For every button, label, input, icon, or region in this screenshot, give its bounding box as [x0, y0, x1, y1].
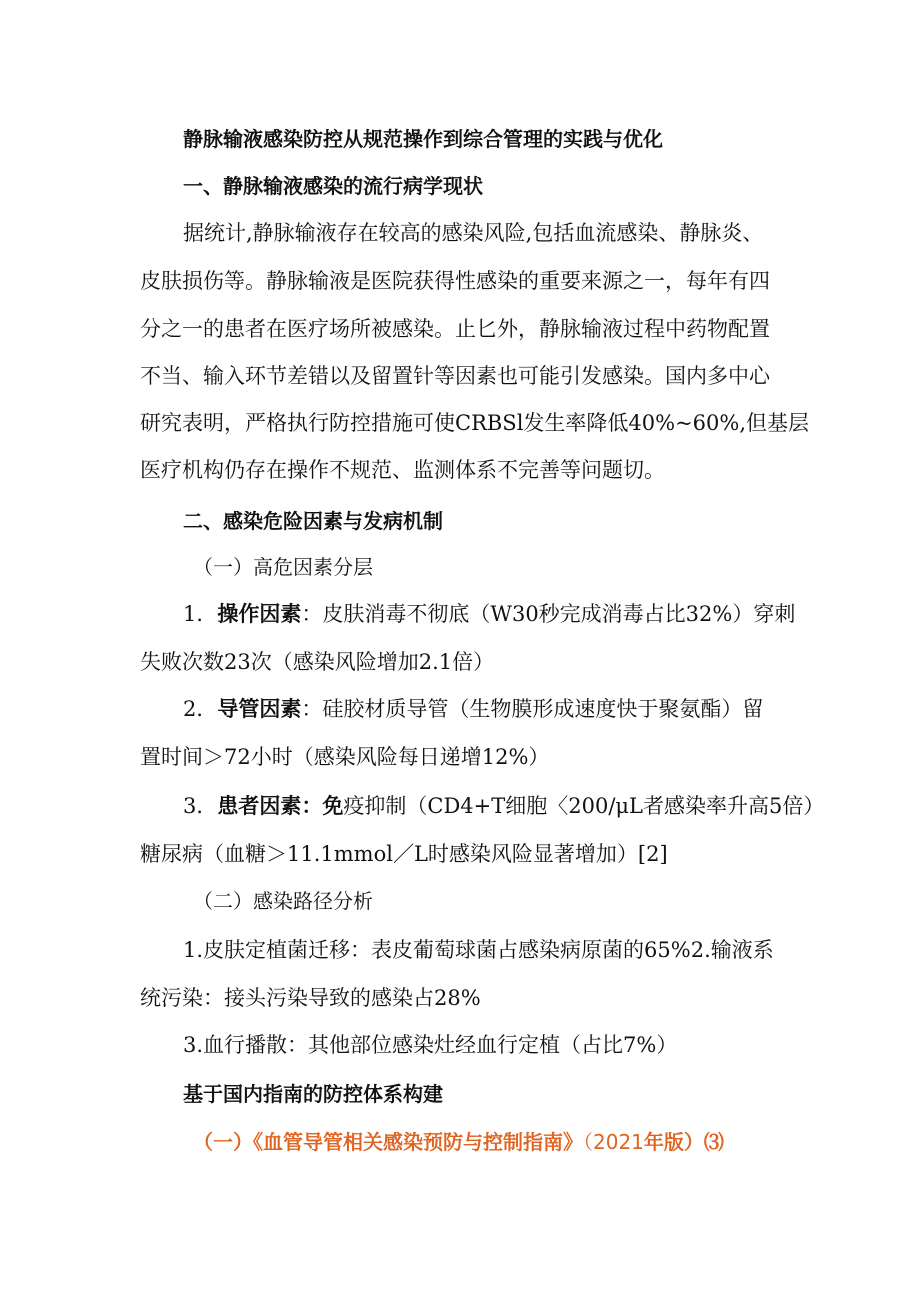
path-item-line: 1.皮肤定植菌迁移：表皮葡萄球菌占感染病原菌的65%2.输液系: [183, 938, 774, 962]
risk-item-2: [183, 695, 763, 723]
section1-paragraph-line: 医疗机构仍存在操作不规范、监测体系不完善等问题切。: [140, 458, 665, 482]
path-item-line: 统污染：接头污染导致的感染占28%: [140, 986, 481, 1010]
risk-item-2-continuation: 置时间＞72小时（感染风险每日递增12%）: [140, 745, 550, 769]
risk-item-1-text: ：皮肤消毒不彻底（W30秒完成消毒占比32%）穿刺: [301, 602, 796, 626]
document-title: 静脉输液感染防控从规范操作到综合管理的实践与优化: [183, 127, 663, 151]
section1-paragraph-line: 皮肤损伤等。静脉输液是医院获得性感染的重要来源之一，每年有四: [140, 269, 770, 293]
risk-item-2-text: ：硅胶材质导管（生物膜形成速度快于聚氨酯）留: [301, 697, 764, 721]
section2-sub2-heading: （二）感染路径分析: [193, 889, 373, 913]
risk-item-2-label: 导管因素: [217, 697, 302, 721]
section2-heading: 二、感染危险因素与发病机制: [183, 509, 443, 533]
section3-heading: 基于国内指南的防控体系构建: [183, 1082, 443, 1106]
risk-item-1-number: 1．: [183, 602, 218, 626]
risk-item-1-continuation: 失败次数23次（感染风险增加2.1倍）: [140, 650, 495, 674]
risk-item-3-continuation: 糖尿病（血糖＞11.1mmol／L时感染风险显著增加）[2]: [140, 842, 668, 866]
guideline-heading: [193, 1128, 724, 1156]
section1-paragraph-line: 研究表明，严格执行防控措施可使CRBSl发生率降低40%~60%,但基层: [140, 411, 810, 435]
risk-item-3-text: 疫抑制（CD4+T细胞〈200/μL者感染率升高5倍）: [343, 794, 825, 818]
section1-paragraph-line: 不当、输入环节差错以及留置针等因素也可能引发感染。国内多中心: [140, 364, 770, 388]
risk-item-3-label: 患者因素: [217, 794, 302, 818]
risk-item-3-label-suffix: ：免: [301, 794, 344, 818]
guideline-title: （一）《血管导管相关感染预防与控制指南》: [193, 1130, 583, 1154]
guideline-reference: ⑶: [703, 1130, 724, 1154]
risk-item-2-number: 2．: [183, 697, 218, 721]
section1-paragraph-line: 分之一的患者在医疗场所被感染。止匕外，静脉输液过程中药物配置: [140, 317, 770, 341]
section1-heading: 一、静脉输液感染的流行病学现状: [183, 174, 483, 198]
section2-sub1-heading: （一）高危因素分层: [193, 555, 373, 579]
risk-item-1: [183, 600, 795, 628]
risk-item-3-number: 3．: [183, 794, 218, 818]
risk-item-1-label: 操作因素: [217, 602, 302, 626]
path-item-line: 3.血行播散：其他部位感染灶经血行定植（占比7%）: [183, 1033, 678, 1057]
guideline-edition: 年版）: [643, 1130, 704, 1154]
guideline-year: （2021: [583, 1130, 644, 1154]
risk-item-3: [183, 792, 824, 820]
section1-paragraph-line: 据统计,静脉输液存在较高的感染风险,包括血流感染、静脉炎、: [183, 221, 764, 245]
